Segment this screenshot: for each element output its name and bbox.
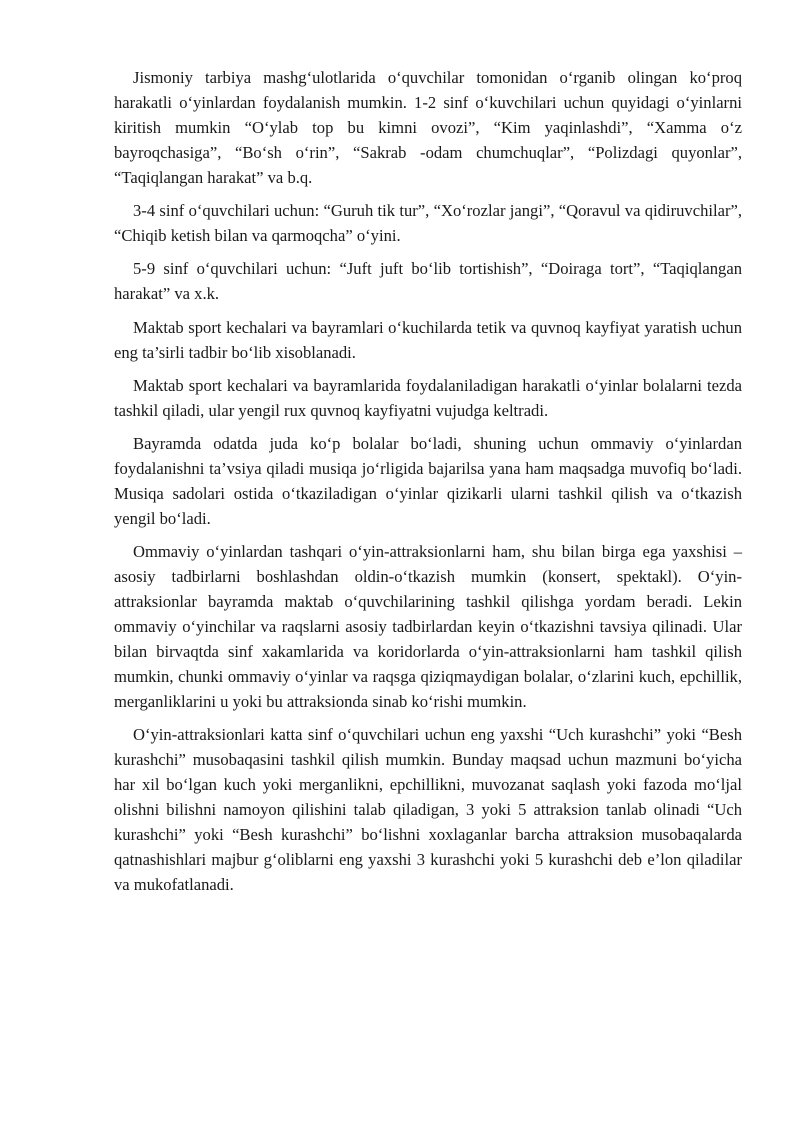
paragraph-2: 3-4 sinf o‘quvchilari uchun: “Guruh tik tur”, “Xo‘rozlar jangi”, “Qoravul va qidiruvchilar”, “Chiqib ketish bilan va qarmoqcha” o‘yini.	[114, 201, 742, 245]
paragraph-4: Maktab sport kechalari va bayramlari o‘kuchilarda tetik va quvnoq kayfiyat yaratish uchun eng ta’sirli tadbir bo‘lib xisoblanadi.	[114, 317, 742, 362]
paragraph-1: Jismoniy tarbiya mashg‘ulotlarida o‘quvchilar tomonidan o‘rganib olingan ko‘proq harakatli o‘yinlardan foydalanish mumkin. 1-2 sinf o‘kuvchilari uchun quyidagi o‘yinlarni kiritish mumkin “O‘ylab top bu kimni ovozi”, “Kim yaqinlashdi”, “Xamma o‘z bayroqchasiga”, “Bo‘sh o‘rin”, “Sakrab -odam chumchuqlar”, “Polizdagi quyonlar”, “Taqiqlangan harakat” va b.q.	[114, 68, 742, 187]
paragraph-5: Maktab sport kechalari va bayramlarida foydalaniladigan harakatli o‘yinlar bolalarni tezda tashkil qiladi, ular yengil rux quvnoq kayfiyatni vujudga keltradi.	[114, 375, 742, 420]
paragraph-7: Ommaviy o‘yinlardan tashqari o‘yin-attraksionlarni ham, shu bilan birga ega yaxshisi – asosiy tadbirlarni boshlashdan oldin-o‘tkazish mumkin (konsert, spektakl). O‘yin-attraksionlar bayramda maktab o‘quvchilarining tashkil qilishga yordam beradi. Lekin ommaviy o‘yinchilar va raqslarni asosiy tadbirlardan keyin o‘tkazishni tavsiya qilinadi. Ular bilan birvaqtda sinf xakamlarida va koridorlarda o‘yin-attraksionlarni ham tashkil qilish mumkin, chunki ommaviy o‘yinlar va raqsga qiziqmaydigan bolalar, o‘zlarini kuch, epchillik, merganliklarini u yoki bu attraksionda sinab ko‘rishi mumkin.	[114, 542, 742, 711]
paragraph-8: O‘yin-attraksionlari katta sinf o‘quvchilari uchun eng yaxshi “Uch kurashchi” yoki “Besh kurashchi” musobaqasini tashkil qilish mumkin. Bunday maqsad uchun mazmuni bo‘yicha har xil bo‘lgan kuch yoki merganlikni, epchillikni, muvozanat saqlash yoki fazoda mo‘ljal olishni bilishni namoyon qilishini talab qiladigan, 3 yoki 5 attraksion tanlab olinadi “Uch kurashchi” yoki “Besh kurashchi” bo‘lishni xoxlaganlar barcha attraksion musobaqalarda qatnashishlari majbur g‘oliblarni eng yaxshi 3 kurashchi yoki 5 kurashchi deb e’lon qiladilar va mukofatlanadi.	[114, 725, 742, 894]
paragraph-6: Bayramda odatda juda ko‘p bolalar bo‘ladi, shuning uchun ommaviy o‘yinlardan foydalanishni ta’vsiya qiladi musiqa jo‘rligida bajarilsa yana ham maqsadga muvofiq bo‘ladi. Musiqa sadolari ostida o‘tkaziladigan o‘yinlar qizikarli ularni tashkil qilish va o‘tkazish yengil bo‘ladi.	[114, 434, 742, 528]
paragraph-3: 5-9 sinf o‘quvchilari uchun: “Juft juft bo‘lib tortishish”, “Doiraga tort”, “Taqiqlangan harakat” va x.k.	[114, 259, 742, 304]
document-body	[114, 66, 742, 906]
